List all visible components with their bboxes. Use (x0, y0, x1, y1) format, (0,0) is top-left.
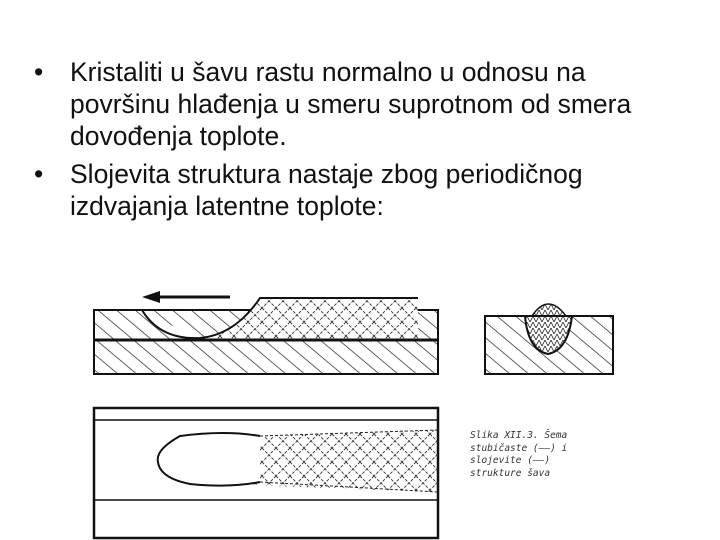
caption-line: slojevite (——) (470, 455, 551, 466)
cross-section-diagram (485, 304, 613, 374)
longitudinal-section-diagram (94, 291, 438, 374)
caption-line: strukture šava (470, 467, 551, 479)
bullet-text: Kristaliti u šavu rastu normalno u odnosu na površinu hlađenja u smeru suprotnom od smera dovođenja toplote. (70, 57, 632, 151)
bullet-marker: • (34, 57, 44, 87)
caption-line: Slika XII.3. Šema (470, 430, 568, 441)
bullet-list (34, 56, 684, 228)
bullet-item (34, 158, 684, 222)
bullet-item (34, 56, 684, 152)
bullet-text: Slojevita struktura nastaje zbog periodičnog izdvajanja latentne toplote: (70, 159, 583, 221)
caption-line: stubičaste (——) i (470, 442, 568, 454)
figure-caption (470, 430, 615, 480)
bullet-marker: • (34, 159, 44, 189)
plan-view-diagram (94, 408, 438, 538)
weld-structure-figure (80, 280, 620, 540)
welding-direction-arrow-icon (142, 291, 230, 303)
